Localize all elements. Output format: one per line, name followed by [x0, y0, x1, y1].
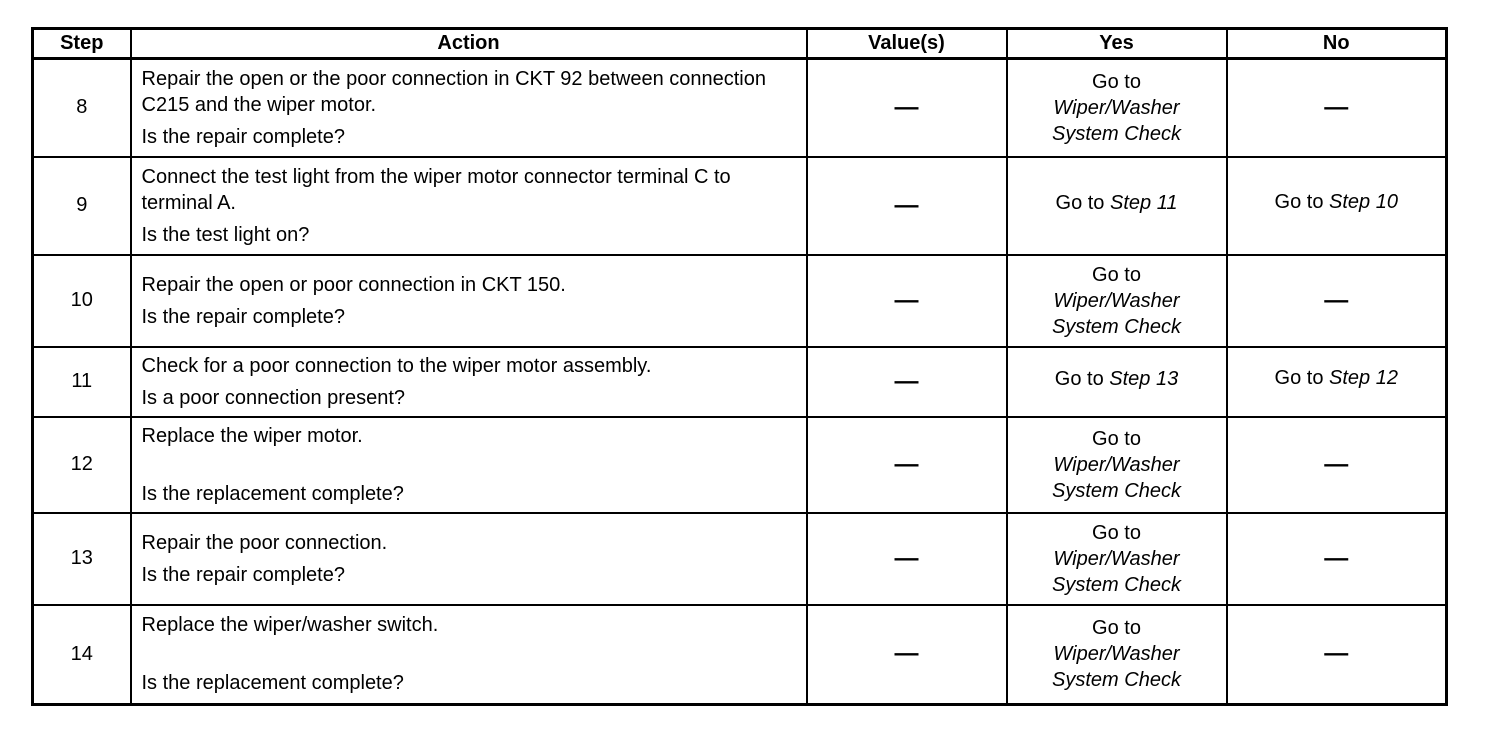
- step-number: 9: [33, 157, 131, 255]
- yes-cell: [1007, 255, 1227, 347]
- no-cell: —: [1227, 417, 1447, 513]
- action-instruction: Repair the poor connection.: [141, 531, 388, 554]
- yes-prefix: Go to: [1055, 191, 1105, 214]
- no-cell: —: [1227, 513, 1447, 605]
- action-cell: [131, 59, 807, 157]
- yes-cell: [1007, 157, 1227, 255]
- action-cell: [131, 255, 807, 347]
- yes-link: Wiper/Washer System Check: [1052, 643, 1181, 692]
- header-row: [33, 29, 1447, 59]
- yes-link: Wiper/Washer System Check: [1052, 289, 1181, 338]
- table-row: [33, 59, 1447, 157]
- no-cell: —: [1227, 255, 1447, 347]
- value-cell: —: [807, 605, 1007, 705]
- action-instruction: Replace the wiper/washer switch.: [141, 614, 439, 637]
- yes-prefix: Go to: [1092, 70, 1141, 93]
- yes-prefix: Go to: [1092, 263, 1141, 286]
- yes-link: Step 11: [1110, 191, 1178, 214]
- table-row: [33, 157, 1447, 255]
- action-instruction: Replace the wiper motor.: [141, 424, 363, 447]
- action-question: Is the repair complete?: [141, 563, 345, 586]
- action-question: Is the replacement complete?: [141, 672, 404, 695]
- action-cell: [131, 347, 807, 417]
- step-number: 12: [33, 417, 131, 513]
- value-cell: —: [807, 417, 1007, 513]
- value-cell: —: [807, 513, 1007, 605]
- header-step: Step: [33, 29, 131, 59]
- no-link: Step 10: [1329, 191, 1398, 213]
- yes-cell: [1007, 347, 1227, 417]
- header-action: Action: [131, 29, 807, 59]
- no-cell: [1227, 157, 1447, 255]
- diagnostic-table: [31, 27, 1448, 706]
- action-instruction: Repair the open or poor connection in CKT 150.: [141, 273, 566, 296]
- no-prefix: Go to: [1274, 191, 1324, 213]
- action-question: Is the repair complete?: [141, 305, 345, 328]
- no-cell: —: [1227, 605, 1447, 705]
- action-cell: [131, 513, 807, 605]
- value-cell: —: [807, 347, 1007, 417]
- yes-prefix: Go to: [1092, 427, 1141, 450]
- yes-cell: [1007, 59, 1227, 157]
- action-cell: [131, 417, 807, 513]
- yes-link: Wiper/Washer System Check: [1052, 96, 1181, 145]
- yes-cell: [1007, 605, 1227, 705]
- no-cell: [1227, 347, 1447, 417]
- action-instruction: Connect the test light from the wiper motor connector terminal C to terminal A.: [141, 165, 731, 214]
- yes-link: Step 13: [1109, 367, 1179, 390]
- yes-cell: [1007, 417, 1227, 513]
- table-row: [33, 417, 1447, 513]
- step-number: 10: [33, 255, 131, 347]
- action-instruction: Check for a poor connection to the wiper motor assembly.: [141, 354, 652, 377]
- yes-link: Wiper/Washer System Check: [1052, 453, 1181, 502]
- action-question: Is the replacement complete?: [141, 482, 404, 505]
- action-question: Is the test light on?: [141, 223, 310, 246]
- no-cell: —: [1227, 59, 1447, 157]
- table-row: [33, 255, 1447, 347]
- header-yes: Yes: [1007, 29, 1227, 59]
- header-no: No: [1227, 29, 1447, 59]
- table-row: [33, 347, 1447, 417]
- step-number: 8: [33, 59, 131, 157]
- step-number: 11: [33, 347, 131, 417]
- yes-link: Wiper/Washer System Check: [1052, 547, 1181, 596]
- table-row: [33, 605, 1447, 705]
- value-cell: —: [807, 255, 1007, 347]
- step-number: 13: [33, 513, 131, 605]
- table-row: [33, 513, 1447, 605]
- action-instruction: Repair the open or the poor connection in CKT 92 between connection C215 and the wiper motor.: [141, 67, 766, 116]
- action-question: Is a poor connection present?: [141, 386, 406, 409]
- no-link: Step 12: [1329, 367, 1398, 389]
- yes-prefix: Go to: [1092, 617, 1141, 640]
- header-values: Value(s): [807, 29, 1007, 59]
- value-cell: —: [807, 157, 1007, 255]
- value-cell: —: [807, 59, 1007, 157]
- yes-prefix: Go to: [1092, 521, 1141, 544]
- yes-cell: [1007, 513, 1227, 605]
- action-cell: [131, 157, 807, 255]
- step-number: 14: [33, 605, 131, 705]
- yes-prefix: Go to: [1054, 367, 1104, 390]
- action-cell: [131, 605, 807, 705]
- no-prefix: Go to: [1274, 367, 1324, 389]
- action-question: Is the repair complete?: [141, 125, 345, 148]
